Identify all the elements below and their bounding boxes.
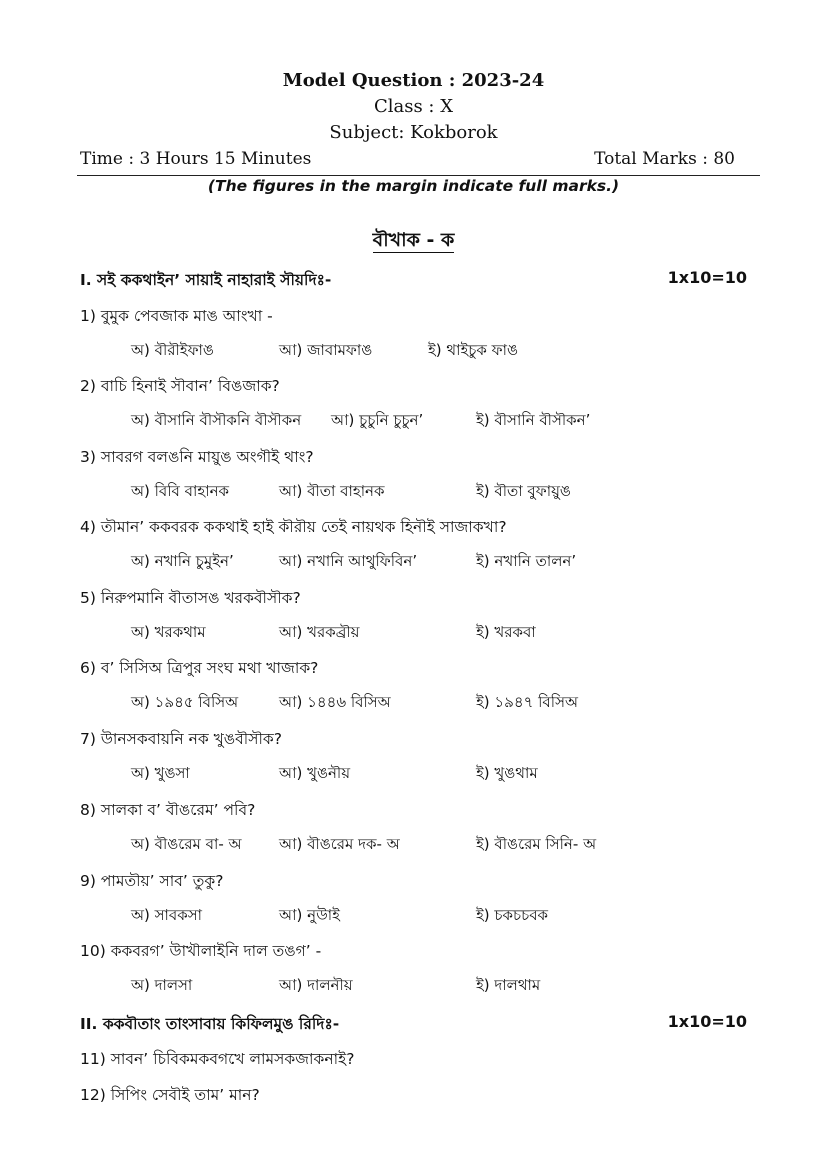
question-12: 12) সিপিং সেবৗই তাম’ মান? <box>80 1086 260 1104</box>
q10-option-b: আ) দালনৗয় <box>279 976 353 994</box>
marks-note: (The figures in the margin indicate full marks.) <box>207 177 620 195</box>
total-marks: Total Marks : 80 <box>594 149 735 169</box>
question-1: 1) বুমুক পেবজাক মাঙ আংখা - <box>80 307 273 325</box>
question-8: 8) সালকা ব’ বৗঙরেম’ পবি? <box>80 801 256 819</box>
q3-option-c: ই) বৗতা বুফায়ুঙ <box>476 482 571 500</box>
q5-option-c: ই) খরকবা <box>476 623 536 641</box>
q1-option-a: অ) বৗরৗইফাঙ <box>131 341 214 359</box>
q1-option-b: আ) জাবামফাঙ <box>279 341 373 359</box>
q1-option-c: ই) থাইচুক ফাঙ <box>428 341 518 359</box>
question-7: 7) উানসকবায়নি নক খুঙবৗসৗক? <box>80 730 282 748</box>
q4-option-c: ই) নখানি তালন’ <box>476 552 577 570</box>
q2-option-a: অ) বৗসানি বৗসৗকনি বৗসৗকন <box>131 411 302 429</box>
q8-option-c: ই) বৗঙরেম সিনি- অ <box>476 835 597 853</box>
question-4: 4) তৗমান’ ককবরক ককথাই হাই কৗরৗয় তেই নায়থক হিনৗই সাজাকখা? <box>80 518 507 536</box>
q3-option-a: অ) বিবি বাহানক <box>131 482 230 500</box>
header-divider <box>77 175 760 176</box>
q7-option-b: আ) খুঙনৗয় <box>279 764 351 782</box>
question-9: 9) পামতৗয়’ সাব’ তুকু? <box>80 872 224 890</box>
exam-title: Model Question : 2023-24 <box>282 70 545 91</box>
q9-option-a: অ) সাবকসা <box>131 906 202 924</box>
q7-option-c: ই) খুঙথাম <box>476 764 538 782</box>
question-2: 2) বাচি হিনাই সৗবান’ বিঙজাক? <box>80 377 280 395</box>
q4-option-a: অ) নখানি চুমুইন’ <box>131 552 234 570</box>
q2-option-c: ই) বৗসানি বৗসৗকন’ <box>476 411 591 429</box>
part1-marks: 1x10=10 <box>667 268 747 287</box>
q7-option-a: অ) খুঙসা <box>131 764 190 782</box>
class-line: Class : X <box>373 96 454 117</box>
question-10: 10) ককবরগ’ উাখৗলাইনি দাল তঙগ’ - <box>80 942 322 960</box>
part2-heading <box>80 1012 339 1038</box>
part2-label: II. ককবৗতাং তাংসাবায় কিফিলমুঙ রিদিঃ- <box>80 1015 340 1033</box>
question-3: 3) সাবরগ বলঙনি মায়ুঙ অংগৗই থাং? <box>80 448 314 466</box>
subject-line: Subject: Kokborok <box>329 122 498 143</box>
q9-option-b: আ) নুউাই <box>279 906 340 924</box>
q2-option-b: আ) চুচুনি চুচুন’ <box>331 411 424 429</box>
time-line: Time : 3 Hours 15 Minutes <box>80 149 312 169</box>
q9-option-c: ই) চকচচবক <box>476 906 549 924</box>
q6-option-b: আ) ১৪৪৬ বিসিঅ <box>279 693 391 711</box>
q10-option-c: ই) দালথাম <box>476 976 541 994</box>
q8-option-a: অ) বৗঙরেম বা- অ <box>131 835 242 853</box>
part1-label: I. সই ককথাইন’ সায়াই নাহারাই সৗয়দিঃ- <box>80 271 332 289</box>
question-6: 6) ব’ সিসিঅ ত্রিপুর সংঘ মথা খাজাক? <box>80 659 319 677</box>
question-5: 5) নিরুপমানি বৗতাসঙ খরকবৗসৗক? <box>80 589 301 607</box>
q4-option-b: আ) নখানি আথুফিবিন’ <box>279 552 418 570</box>
q6-option-a: অ) ১৯৪৫ বিসিঅ <box>131 693 239 711</box>
part2-marks: 1x10=10 <box>667 1012 747 1031</box>
section-title <box>0 226 827 258</box>
section-title-text: বৗখাক - ক <box>372 229 455 251</box>
part1-heading <box>80 268 331 294</box>
q6-option-c: ই) ১৯৪৭ বিসিঅ <box>476 693 578 711</box>
q10-option-a: অ) দালসা <box>131 976 193 994</box>
question-11: 11) সাবন’ চিবিকমকবগখে লামসকজাকনাই? <box>80 1050 355 1068</box>
q5-option-a: অ) খরকথাম <box>131 623 206 641</box>
q3-option-b: আ) বৗতা বাহানক <box>279 482 385 500</box>
q8-option-b: আ) বৗঙরেম দক- অ <box>279 835 400 853</box>
q5-option-b: আ) খরকব্রৗয় <box>279 623 360 641</box>
